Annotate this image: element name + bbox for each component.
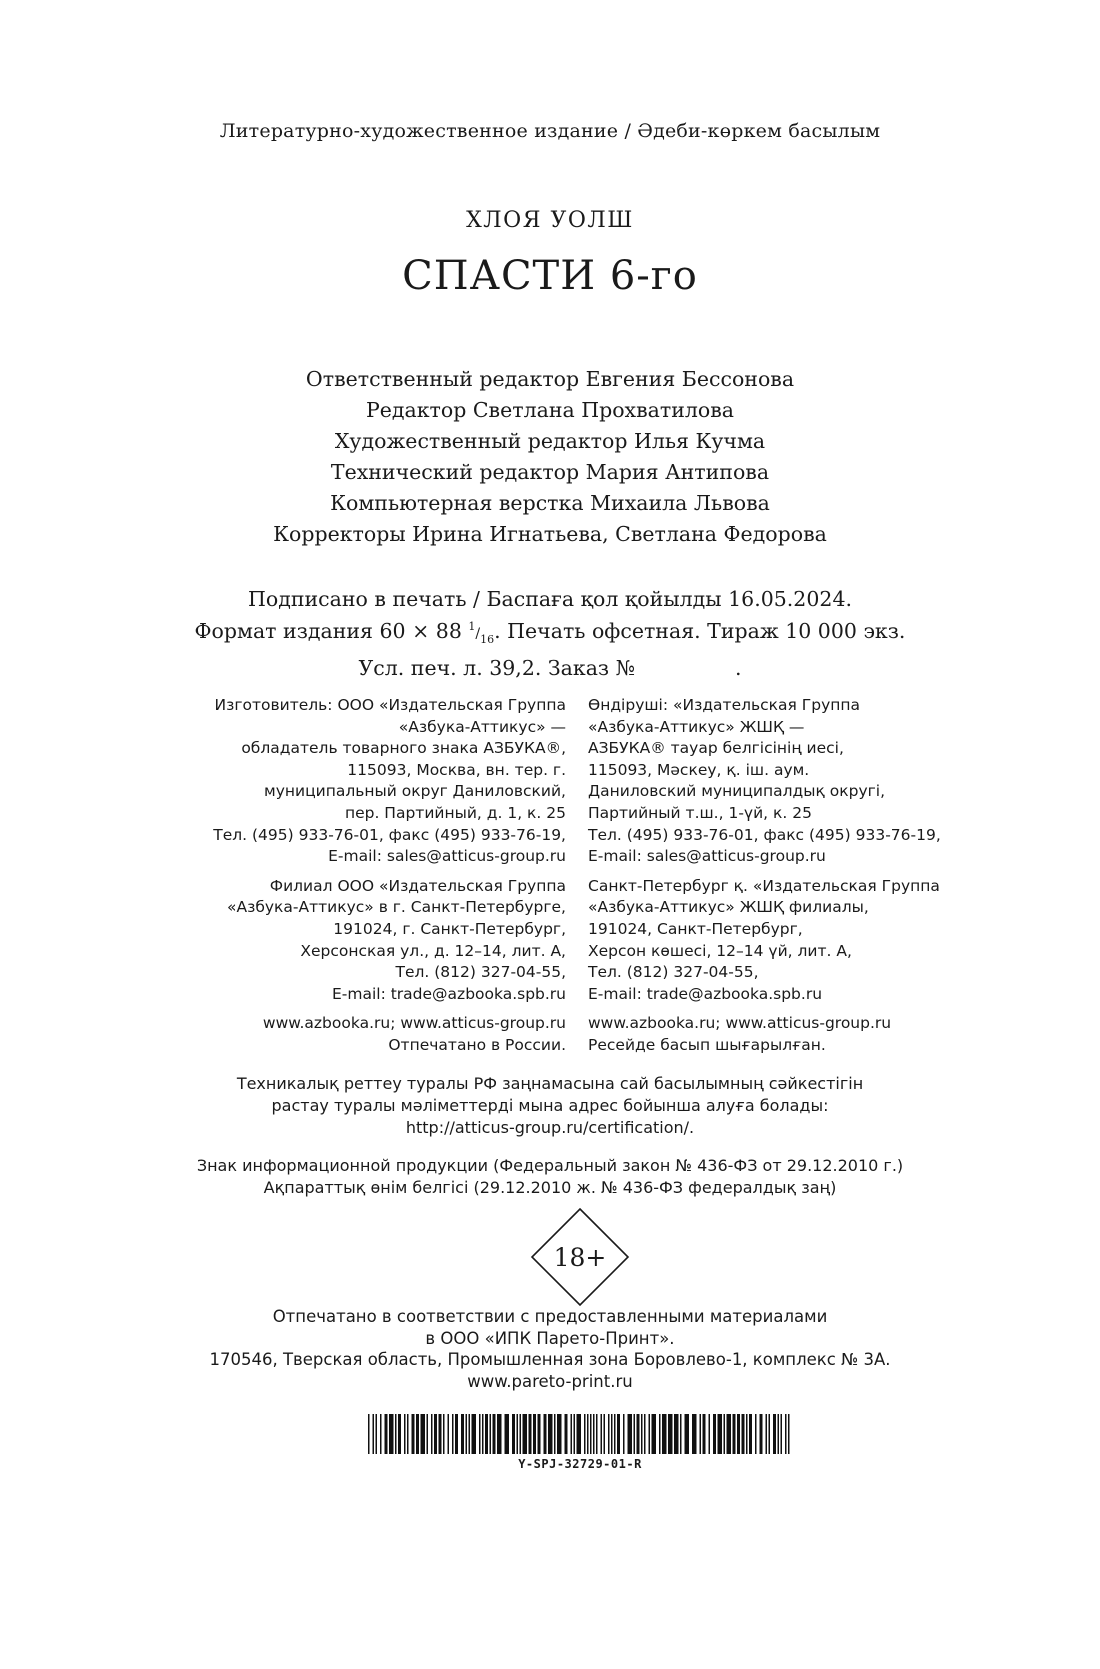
manufacturer-kz-line: 115093, Мәскеу, қ. іш. аум. bbox=[588, 760, 810, 779]
branch-ru-line: Херсонская ул., д. 12–14, лит. А, bbox=[300, 941, 566, 960]
info-product-sign bbox=[0, 1155, 1100, 1199]
printer-line: в ООО «ИПК Парето-Принт». bbox=[425, 1328, 675, 1348]
sites-ru-line: www.azbooka.ru; www.atticus-group.ru bbox=[262, 1014, 566, 1033]
order-line bbox=[0, 654, 1100, 682]
printer-line: Отпечатано в соответствии с предоставленными материалами bbox=[272, 1307, 828, 1326]
printer-line: 170546, Тверская область, Промышленная зона Боровлево-1, комплекс № 3А. bbox=[209, 1350, 891, 1369]
manufacturer-ru-line: E-mail: sales@atticus-group.ru bbox=[328, 847, 566, 866]
order-prefix: Усл. печ. л. 39,2. Заказ № bbox=[358, 655, 636, 680]
sites-ru-line: Отпечатано в России. bbox=[388, 1035, 566, 1054]
format-fraction-numerator: 1 bbox=[468, 620, 476, 633]
branch-ru-line: 191024, г. Санкт-Петербург, bbox=[333, 919, 566, 938]
printer-website[interactable]: www.pareto-print.ru bbox=[467, 1371, 633, 1391]
format-fraction-denominator: 16 bbox=[480, 632, 495, 646]
branch-kz bbox=[588, 876, 941, 1006]
order-suffix: . bbox=[735, 655, 742, 680]
branch-ru-line: Тел. (812) 327-04-55, bbox=[395, 963, 566, 982]
credit-line: Корректоры Ирина Игнатьева, Светлана Федорова bbox=[273, 522, 827, 546]
sites-kz-line: Ресейде басып шығарылған. bbox=[588, 1035, 826, 1054]
manufacturer-kz bbox=[588, 695, 941, 868]
branch-kz-line: E-mail: trade@azbooka.spb.ru bbox=[588, 984, 823, 1003]
info-sign-line: Знак информационной продукции (Федеральный закон № 436-ФЗ от 29.12.2010 г.) bbox=[196, 1156, 904, 1175]
branch-kz-line: Санкт-Петербург қ. «Издательская Группа bbox=[588, 876, 940, 895]
manufacturer-ru bbox=[213, 695, 566, 868]
tech-regulation-note bbox=[0, 1073, 1100, 1139]
manufacturer-ru-line: муниципальный округ Даниловский, bbox=[264, 782, 566, 801]
manufacturer-kz-line: «Азбука-Аттикус» ЖШҚ — bbox=[588, 717, 805, 736]
branch-kz-line: Херсон көшесі, 12–14 үй, лит. А, bbox=[588, 941, 852, 960]
book-title: СПАСТИ 6-го bbox=[402, 253, 698, 299]
manufacturer-ru-line: обладатель товарного знака АЗБУКА®, bbox=[241, 739, 566, 758]
credit-line: Художественный редактор Илья Кучма bbox=[334, 429, 766, 453]
branch-ru-line: E-mail: trade@azbooka.spb.ru bbox=[331, 984, 566, 1003]
barcode-icon bbox=[368, 1414, 792, 1454]
credit-line: Технический редактор Мария Антипова bbox=[330, 460, 770, 484]
certification-link[interactable]: http://atticus-group.ru/certification/. bbox=[405, 1118, 695, 1137]
sites-kz-line: www.azbooka.ru; www.atticus-group.ru bbox=[588, 1014, 892, 1033]
branch-kz-line: «Азбука-Аттикус» ЖШҚ филиалы, bbox=[588, 898, 869, 917]
credit-line: Компьютерная верстка Михаила Львова bbox=[330, 491, 770, 515]
signed-date: Подписано в печать / Баспаға қол қойылды 16.05.2024. bbox=[248, 587, 852, 611]
credits-block bbox=[0, 364, 1100, 550]
age-rating: 18+ bbox=[553, 1243, 607, 1272]
manufacturer-kz-line: Даниловский муниципалдық округі, bbox=[588, 782, 886, 801]
manufacturer-ru-line: Изготовитель: ООО «Издательская Группа bbox=[214, 696, 566, 714]
manufacturer-kz-line: АЗБУКА® тауар белгісінің иесі, bbox=[588, 739, 844, 758]
sites-ru bbox=[213, 1013, 566, 1056]
sites-kz bbox=[588, 1013, 941, 1056]
manufacturer-kz-line: Тел. (495) 933-76-01, факс (495) 933-76-19, bbox=[588, 825, 941, 844]
manufacturer-ru-line: 115093, Москва, вн. тер. г. bbox=[347, 760, 566, 779]
branch-ru-line: «Азбука-Аттикус» в г. Санкт-Петербурге, bbox=[227, 898, 566, 917]
manufacturer-ru-line: Тел. (495) 933-76-01, факс (495) 933-76-19, bbox=[213, 825, 566, 844]
format-suffix: . Печать офсетная. Тираж 10 000 экз. bbox=[494, 618, 906, 643]
format-line: Формат издания 60 × 88 $^1/_{16}$. Печать офсетная. Тираж 10 000 экз. bbox=[194, 618, 906, 646]
tech-regulation-line: растау туралы мәліметтерді мына адрес бойынша алуға болады: bbox=[271, 1096, 829, 1115]
credit-line: Ответственный редактор Евгения Бессонова bbox=[305, 367, 795, 391]
tech-regulation-line: Техникалық реттеу туралы РФ заңнамасына сай басылымның сәйкестігін bbox=[236, 1074, 864, 1093]
kazakh-column bbox=[588, 695, 941, 1065]
manufacturer-ru-line: пер. Партийный, д. 1, к. 25 bbox=[344, 803, 566, 822]
branch-kz-line: 191024, Санкт-Петербург, bbox=[588, 919, 803, 938]
manufacturer-kz-line: Өндіруші: «Издательская Группа bbox=[588, 696, 861, 714]
publication-info bbox=[0, 585, 1100, 682]
branch-ru-line: Филиал ООО «Издательская Группа bbox=[269, 876, 566, 895]
author-name: ХЛОЯ УОЛШ bbox=[466, 208, 634, 233]
manufacturer-kz-line: E-mail: sales@atticus-group.ru bbox=[588, 847, 826, 866]
branch-kz-line: Тел. (812) 327-04-55, bbox=[588, 963, 759, 982]
manufacturer-kz-line: Партийный т.ш., 1-үй, к. 25 bbox=[588, 803, 812, 822]
russian-column bbox=[213, 695, 566, 1065]
barcode-label: Y-SPJ-32729-01-R bbox=[518, 1457, 642, 1471]
credit-line: Редактор Светлана Прохватилова bbox=[365, 398, 735, 422]
format-prefix: Формат издания 60 × 88 bbox=[194, 618, 469, 643]
genre-line: Литературно-художественное издание / Әдеби-көркем басылым bbox=[219, 120, 881, 142]
printer-info bbox=[0, 1306, 1100, 1392]
manufacturer-ru-line: «Азбука-Аттикус» — bbox=[398, 717, 566, 736]
branch-ru bbox=[213, 876, 566, 1006]
info-sign-line: Ақпараттық өнім белгісі (29.12.2010 ж. № 436-ФЗ федералдық заң) bbox=[263, 1178, 837, 1197]
